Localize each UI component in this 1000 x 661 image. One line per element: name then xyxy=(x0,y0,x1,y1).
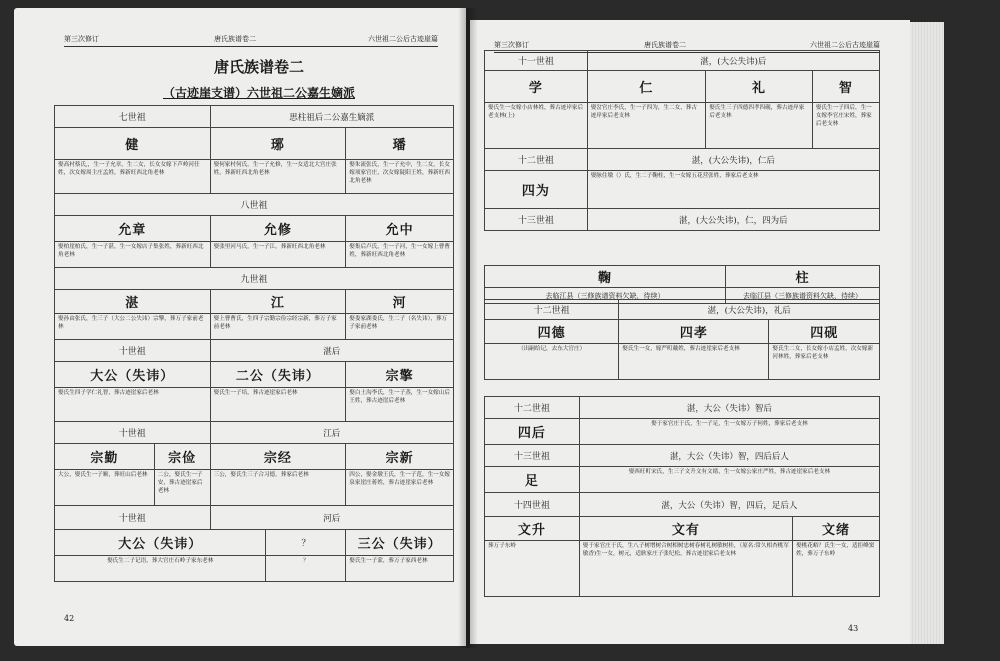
person-description: 娶高村蔡氏,，生一子允章，生二女，长女女嫁下芦岭河任姓，次女嫁周主庄孟姓，葬新旺西北角老林 xyxy=(55,160,211,194)
lineage-reference: 湛，大公（失讳）智，四后后人 xyxy=(579,445,879,467)
generation-label: 十世祖 xyxy=(55,506,211,530)
person-name: 四砚 xyxy=(769,320,880,344)
person-name: 宗新 xyxy=(346,444,454,470)
person-description: 娶西旺町宋氏，生三子文升文有文绪，生一女嫁公家庄严姓，葬古迹崖家后老支林 xyxy=(579,467,879,493)
person-name: 允章 xyxy=(55,216,211,242)
person-description: 娶氏生一女，嫁严町戴姓，葬古迹崖家后老支林 xyxy=(619,344,769,380)
person-name: 三公（失讳） xyxy=(346,530,454,556)
person-name: 宗擎 xyxy=(346,362,454,388)
page-number: 43 xyxy=(848,624,859,633)
person-name: 礼 xyxy=(706,71,813,103)
person-name: 文绪 xyxy=(793,517,880,541)
unknown-person-name: ？ xyxy=(266,530,346,556)
person-name: 琊 xyxy=(210,128,346,160)
generation-label: 十三世祖 xyxy=(485,445,580,467)
person-description: 娶氏生二女，长女嫁小店孟姓，次女嫁新河林姓，葬家后老支林 xyxy=(769,344,880,380)
left-page xyxy=(14,8,466,646)
person-description: 娶岔官庄李氏，生一子四为，生二女，葬古迹岸家后老支林 xyxy=(587,103,706,149)
person-description: 葬万子东岭 xyxy=(485,541,580,597)
person-description: 娶上曹曹氏，生四子宗勤宗俭宗经宗新，葬万子家前老林 xyxy=(210,314,346,340)
generation-label: 十二世祖 xyxy=(485,149,588,171)
generation-label: 七世祖 xyxy=(55,106,211,128)
header-left-text: 第三次修订 xyxy=(64,35,99,43)
genealogy-table-right-2 xyxy=(484,299,880,380)
person-description: 娶氏生一子蒙，葬万子家西老林 xyxy=(346,556,454,582)
book-gutter xyxy=(458,8,478,648)
lineage-reference: 湛，(大公失讳)，仁后 xyxy=(587,149,879,171)
header-right-text: 六世祖二公后古迹崖篇 xyxy=(810,41,880,49)
person-name: 二公（失讳） xyxy=(210,362,346,388)
lineage-reference: 湛，大公（失讳）智后 xyxy=(579,397,879,419)
generation-label: 十世祖 xyxy=(55,340,211,362)
person-description: 娶氏生一子四后，生一女嫁李官庄宋姓，葬家后老支林 xyxy=(812,103,879,149)
page-title: 唐氏族谱卷二 xyxy=(213,58,304,76)
person-name: 柱 xyxy=(725,266,879,288)
person-description: 娶娄家湖娄氏，生二子（名失讳），葬万子家前老林 xyxy=(346,314,454,340)
genealogy-table-right-3 xyxy=(484,396,880,597)
person-name: 学 xyxy=(485,71,588,103)
person-description: 娶氏生三子四德四孝四砚，葬古迹岸家后老支林 xyxy=(706,103,813,149)
person-name: 文有 xyxy=(579,517,792,541)
person-name: 文升 xyxy=(485,517,580,541)
lineage-reference: 思柱祖后二公嘉生嫡派 xyxy=(210,106,453,128)
person-name: 足 xyxy=(485,467,580,493)
person-name: 四为 xyxy=(485,171,588,209)
person-description: 娶何家村何氏，生一子允修，生一女适北大宫庄张姓，葬新旺西北角老林 xyxy=(210,160,346,194)
person-description: 娶于家官庄于氏，生八子树增树合树相树忠树春树礼树敏树桂，（原名:常久相杏桃军敏香)生一女，树元，适耿家庄子张纪松，葬古迹崖家后老支林 xyxy=(579,541,792,597)
left-running-header xyxy=(64,32,438,47)
generation-label: 十二世祖 xyxy=(485,397,580,419)
lineage-reference: 湛后 xyxy=(210,340,453,362)
person-name: 江 xyxy=(210,290,346,314)
lineage-reference: 江后 xyxy=(210,422,453,444)
generation-label: 十四世祖 xyxy=(485,493,580,517)
person-description: 娶氏生一子培，葬古迹崖家后老林 xyxy=(210,388,346,422)
genealogy-table-right-1 xyxy=(484,50,880,231)
person-description: 娶氏生一女嫁小店林姓，葬古迹岸家后老支林(上) xyxy=(485,103,588,149)
person-name: 大公（失讳） xyxy=(55,530,266,556)
person-name: 四德 xyxy=(485,320,619,344)
header-center-text: 唐氏族谱卷二 xyxy=(214,35,256,43)
person-name: 鞠 xyxy=(485,266,726,288)
person-name: 湛 xyxy=(55,290,211,314)
person-description: 娶张里河马氏，生一子江，葬新旺西北角老林 xyxy=(210,242,346,268)
person-name: 宗经 xyxy=(210,444,346,470)
page-stack-edge xyxy=(910,22,944,644)
person-description: 大公，娶氏生一子顺，葬旺山后老林 xyxy=(55,470,155,506)
generation-label: 十世祖 xyxy=(55,422,211,444)
person-name: 允修 xyxy=(210,216,346,242)
lineage-reference: 湛，(大公失讳)，仁，四为后 xyxy=(587,209,879,231)
person-name: 智 xyxy=(812,71,879,103)
person-name: 河 xyxy=(346,290,454,314)
lineage-reference: 湛，(大公失讳)，礼后 xyxy=(619,300,880,320)
person-name: 璠 xyxy=(346,128,454,160)
person-description: 娶于家官庄于氏，生一子足，生一女嫁万子何姓，葬家后老支林 xyxy=(579,419,879,445)
person-description: 娶脉住墩（）氏，生二子鞠柱，生一女嫁五花营张姓，葬家后老支林 xyxy=(587,171,879,209)
generation-label: 九世祖 xyxy=(55,268,454,290)
person-name: 四孝 xyxy=(619,320,769,344)
generation-label: 十三世祖 xyxy=(485,209,588,231)
person-description: 娶朱流张氏，生一子允中，生二女，长女嫁项家官庄，次女嫁陡阳王姓，葬新旺西北角老林 xyxy=(346,160,454,194)
person-description: 去临江县（三修族谱资料欠缺，待续） xyxy=(725,288,879,304)
person-description: 娶集后卢氏，生一子河，生一女嫁上曹曹姓，葬新旺西北角老林 xyxy=(346,242,454,268)
generation-label: 十二世祖 xyxy=(485,300,619,320)
person-name: 允中 xyxy=(346,216,454,242)
generation-label: 八世祖 xyxy=(55,194,454,216)
page-number: 42 xyxy=(64,614,75,623)
person-description: 去临江县（三修族谱资料欠缺，待续） xyxy=(485,288,726,304)
header-right-text: 六世祖二公后古迹崖篇 xyxy=(368,35,438,43)
person-description: 娶氏生四子学仁礼智，葬古迹崖家后老林 xyxy=(55,388,211,422)
person-description: 娶孙由张氏，生三子（大公二公失讳）宗擎，葬万子家前老林 xyxy=(55,314,211,340)
page-subtitle: （古迹崖支谱）六世祖二公嘉生嫡派 xyxy=(162,86,355,100)
lineage-reference: 湛，(大公失讳)后 xyxy=(587,51,879,71)
person-name: 宗勤 xyxy=(55,444,155,470)
header-center-text: 唐氏族谱卷二 xyxy=(644,41,686,49)
person-description: 娶桃花峪？氏生一女，适拒峰窦姓，葬万子东岭 xyxy=(793,541,880,597)
person-description: 四公，娶金墩王氏，生一子范，生一女嫁泉家崖庄蒋姓，葬古迹崖家后老林 xyxy=(346,470,454,506)
person-name: 大公（失讳） xyxy=(55,362,211,388)
genealogy-table-left xyxy=(54,105,454,582)
person-description: 娶柏崖柏氏，生一子湛，生一女嫁店子集张姓，葬新旺西北角老林 xyxy=(55,242,211,268)
lineage-reference: 湛，大公（失讳）智，四后，足后人 xyxy=(579,493,879,517)
generation-label: 十一世祖 xyxy=(485,51,588,71)
unknown-person-description: ？ xyxy=(266,556,346,582)
lineage-reference: 河后 xyxy=(210,506,453,530)
person-description: 三公，娶氏生三子合习德，葬家后老林 xyxy=(210,470,346,506)
header-left-text: 第三次修订 xyxy=(494,41,529,49)
person-description: 娶白土沟李氏，生一子蒸，生一女嫁山后王姓，葬古迹崖后老林 xyxy=(346,388,454,422)
person-name: 仁 xyxy=(587,71,706,103)
right-page xyxy=(470,20,910,644)
person-description: 二公，娶氏生一子安，葬古迹崖家后老林 xyxy=(154,470,210,506)
person-description: 娶氏生二子记语，葬大官庄石岭子家东老林 xyxy=(55,556,266,582)
person-name: 四后 xyxy=(485,419,580,445)
person-name: 宗俭 xyxy=(154,444,210,470)
person-name: 健 xyxy=(55,128,211,160)
person-description: （出嗣给记，去东大官庄） xyxy=(485,344,619,380)
